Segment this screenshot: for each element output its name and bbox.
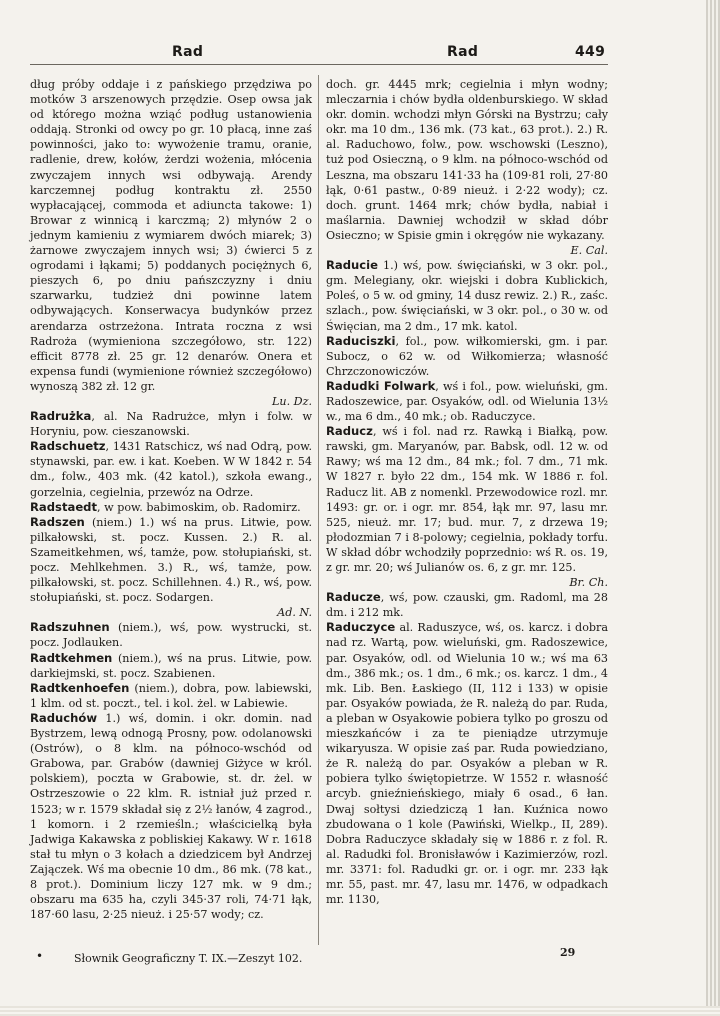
footer-title: Słownik Geograficzny T. IX.—Zeszyt 102. [74, 952, 303, 965]
running-head-left: Rad [172, 44, 204, 60]
entry-headword: Raducie [326, 258, 379, 273]
author-signature: Ad. N. [277, 606, 312, 620]
entry-headword: Raduciszki [326, 333, 396, 348]
entry-text: , wś, pow. czauski, gm. Radoml, ma 28 dm. i 212 mk. [326, 591, 608, 620]
entry-text: 1.) wś, domin. i okr. domin. nad Bystrzem, lewą odnogą Prosny, pow. odolanowski (Ostrów), o 8 klm. na północo-wschód od Grabowa, par. Grabów (dawniej Giżyce w król. polskiem), poczta w Grabowie, st. dr. żel. w Ostrzeszowie o 22 klm. R. istniał już przed r. 1523; w r. 1579 składał się z 2½ łanów, 4 zagrod., 1 komorn. i 2 rzemieśln.; właścicielką była Jadwiga Kakawska z pobliskiej Kakawy. W r. 1618 stał tu młyn o 3 kołach a dziedzicem był Andrzej Zajączek. Wś ma obecnie 10 dm., 86 mk. (78 kat., 8 prot.). Dominium liczy 127 mk. w 9 dm.; obszaru ma 635 ha, czyli 345·37 roli, 74·71 łąk, 187·60 lasu, 2·25 nieuż. i 25·57 wody; cz. [30, 711, 312, 922]
page-number: 449 [575, 44, 606, 60]
entry-text: , al. Na Radrużce, młyn i folw. w Horyniu, pow. cieszanowski. [30, 410, 312, 439]
entry-text: (niem.), wś na prus. Litwie, pow. darkiejmski, st. pocz. Szabienen. [30, 651, 312, 680]
dictionary-entry [30, 77, 312, 409]
entry-text: , fol., pow. wiłkomierski, gm. i par. Subocz, o 62 w. od Wiłkomierza; własność Chrzczonowiczów. [326, 334, 608, 378]
column-divider [318, 75, 319, 945]
sheet-signature: 29 [560, 946, 576, 959]
footer-bullet: • [36, 949, 44, 963]
entry-headword: Radtkenhoefen [30, 680, 130, 695]
dictionary-entry [30, 439, 312, 499]
entry-text: (niem.), wś, pow. wystrucki, st. pocz. Jodlauken. [30, 621, 312, 650]
dictionary-entry [30, 711, 312, 922]
dictionary-entry [30, 515, 312, 621]
header-rule [30, 64, 608, 65]
dictionary-entry [326, 424, 608, 590]
entry-headword: Radrużka [30, 409, 92, 424]
entry-headword: Radschuetz [30, 439, 106, 454]
dictionary-entry [326, 590, 608, 620]
entry-text: al. Raduszyce, wś, os. karcz. i dobra nad rz. Wartą, pow. wieluński, gm. Radoszewice, par. Osyaków, odl. od Wielunia 10 w.; wś ma 63 dm., 386 mk.; os. 1 dm., 6 mk.; os. karcz. 1 dm., 4 mk. Lib. Ben. Łaskiego (II, 112 i 133) w opisie par. Osyaków powiada, że R. należą do par. Ruda, a pleban w Osyakowie pobiera tylko po groszu od mieszkańców i za te pieniądze utrzymuje wikaryusza. W opisie zaś par. Ruda powiedziano, że R. należą do par. Osyaków a pleban w R. pobiera tylko świętopietrze. W 1552 r. własność arcyb. gnieźnieńskiego, miały 6 osad., 6 łan. Dwaj sołtysi dziedziczą 1 łan. Kuźnica nowo zbudowana o 1 kole (Pawiński, Wielkp., II, 289). Dobra Raduczyce składały się w 1886 r. z fol. R. al. Radudki fol. Bronisławów i Kazimierzów, rozl. mr. 3371: fol. Radudki gr. or. i ogr. mr. 233 łąk mr. 55, past. mr. 47, lasu mr. 1476, w odpadkach mr. 1130, [326, 621, 608, 907]
page-footer [0, 946, 720, 972]
dictionary-entry [326, 620, 608, 907]
page-edge-bottom [0, 1006, 720, 1016]
entry-headword: Radszen [30, 514, 85, 529]
dictionary-entry [326, 334, 608, 379]
entry-headword: Radtkehmen [30, 650, 113, 665]
entry-headword: Radszuhnen [30, 620, 110, 635]
entry-text: , w pow. babimoskim, ob. Radomirz. [97, 500, 301, 514]
author-signature: Lu. Dz. [272, 394, 312, 408]
dictionary-entry [30, 409, 312, 439]
entry-text: dług próby oddaje i z pańskiego przędziwa po motków 3 arszenowych przędzie. Osep owsa jak od którego można wziąć podług ustanowienia oddają. Stronki od owcy po gr. 10 płacą, inne zaś powinności, jako to: wywożenie tramu, oranie, radlenie, drew, kołów, żerdzi wożenia, młócenia zwyczajem innych wsi odbywają. Arendy karczemnej podług kontraktu zł. 2550 wypłacającej, commoda et adiuncta takowe: 1) Browar z winnicą i karczmą; 2) młynów 2 o jednym kamieniu z wymiarem dwóch miarek; 3) żarnowe zwyczajem innych wsi; 3) ćwierci 5 z ogrodami i łąkami; 5) poddanych pociężnych 6, pieszych 6, po dniu pańszczyzny i dniu szarwarku, tudzież dni powinne latem odbywających. Konserwacya budynków przez arendarza ostrzeżona. Intrata roczna z wsi Radroża (wymieniona szczegółowo, str. 122) efficit 8778 zł. 25 gr. 12 denarów. Onera et expensa fundi (wymienione również szczegółowo) wynoszą 382 zł. 12 gr. [30, 78, 312, 393]
entry-text: (niem.), dobra, pow. labiewski, 1 klm. od st. poczt., tel. i kol. żel. w Labiewie. [30, 681, 312, 710]
entry-text: 1.) wś, pow. święciański, w 3 okr. pol., gm. Melegiany, okr. wiejski i dobra Kublickich, Poleś, o 5 w. od gminy, 14 dusz rewiz. 2.) R., zaśc. szlach., pow. święciański, w 3 okr. pol., o 30 w. od Święcian, ma 2 dm., 17 mk. katol. [326, 259, 608, 333]
entry-text: , wś i fol., pow. wieluński, gm. Radoszewice, par. Osyaków, odl. od Wielunia 13½ w., ma 6 dm., 40 mk.; ob. Raduczyce. [326, 379, 608, 424]
entry-text: , wś i fol. nad rz. Rawką i Białką, pow. rawski, gm. Maryanów, par. Babsk, odl. 12 w. od Rawy; wś ma 12 dm., 84 mk.; fol. 7 dm., 71 mk. W 1827 r. było 22 dm., 154 mk. W 1886 r. fol. Raducz lit. AB z nomenkl. Przewodowice rozl. mr. 1493: gr. or. i ogr. mr. 854, łąk mr. 97, lasu mr. 525, nieuż. mr. 17; bud. mur. 7, z drzewa 19; płodozmian 7 i 8-polowy; cegielnia, pokłady torfu. W skład dóbr wchodziły poprzednio: wś R. os. 19, z gr. mr. 20; wś Julianów os. 6, z gr. mr. 125. [326, 425, 608, 574]
entry-headword: Raducz [326, 424, 373, 439]
entry-headword: Radudki Folwark [326, 378, 436, 393]
dictionary-entry [326, 77, 608, 258]
entry-headword: Raducze [326, 590, 381, 605]
left-column [30, 77, 312, 922]
author-signature: E. Cal. [570, 244, 608, 258]
entry-text: (niem.) 1.) wś na prus. Litwie, pow. pilkałowski, st. pocz. Kussen. 2.) R. al. Szameitkehmen, wś, tamże, pow. stołupiański, st. pocz. Mehlkehmen. 3.) R., wś, tamże, pow. pilkałowski, st. pocz. Schillehnen. 4.) R., wś, pow. stołupiański, st. pocz. Sodargen. [30, 515, 312, 605]
author-signature: Br. Ch. [569, 576, 608, 590]
dictionary-entry [30, 681, 312, 711]
entry-text: , 1431 Ratschicz, wś nad Odrą, pow. stynawski, par. ew. i kat. Koeben. W W 1842 r. 54 dm., folw., 403 mk. (42 katol.), szkoła ewang., gorzelnia, cegielnia, przewóz na Odrze. [30, 440, 312, 499]
dictionary-entry [326, 258, 608, 333]
dictionary-entry [30, 651, 312, 681]
entry-text: doch. gr. 4445 mrk; cegielnia i młyn wodny; mleczarnia i chów bydła oldenburskiego. W skład okr. domin. wchodzi młyn Górski na Bystrzu; cały okr. ma 10 dm., 136 mk. (73 kat., 63 prot.). 2.) R. al. Raduchowo, folw., pow. wschowski (Leszno), tuż pod Osieczną, o 9 klm. na północo-wschód od Leszna, ma obszaru 141·33 ha (109·81 roli, 27·80 łąk, 0·61 pastw., 0·89 nieuż. i 2·22 wody); cz. doch. grunt. 1464 mrk; chów bydła, nabiał i maślarnia. Dawniej wchodził w skład dóbr Osieczno; w Spisie gmin i okręgów nie wykazany. [326, 78, 608, 242]
entry-headword: Raduczyce [326, 620, 396, 635]
running-head-right: Rad [447, 44, 479, 60]
entry-headword: Raduchów [30, 710, 98, 725]
dictionary-entry [30, 500, 312, 515]
right-column [326, 77, 608, 907]
dictionary-entry [326, 379, 608, 424]
dictionary-entry [30, 620, 312, 650]
page-edge-right [706, 0, 720, 1016]
entry-headword: Radstaedt [30, 499, 98, 514]
